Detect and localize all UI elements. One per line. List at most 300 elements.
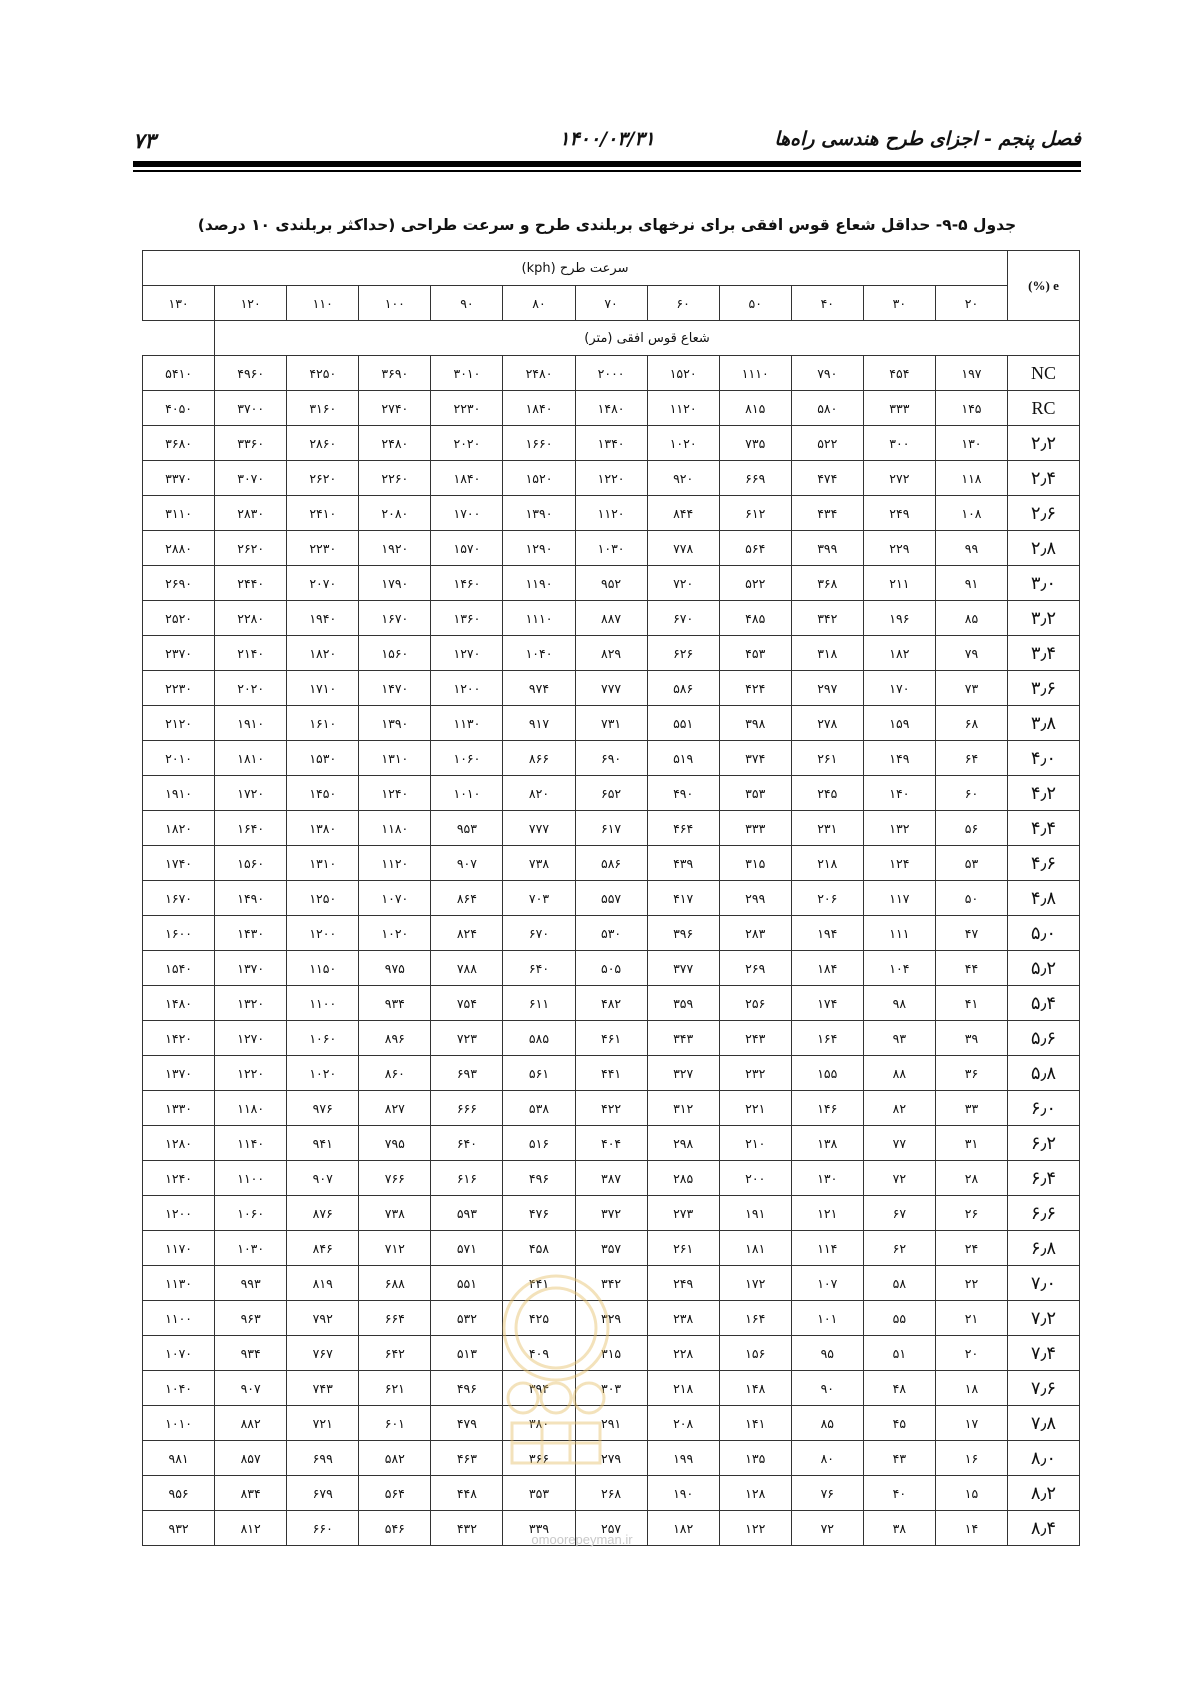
radius-cell: ۱۰۴۰ [143, 1371, 215, 1406]
radius-cell: ۵۵۱ [647, 706, 719, 741]
speed-header-cell: ۲۰ [935, 286, 1007, 321]
radius-cell: ۲۸۳ [719, 916, 791, 951]
speed-header-cell: ۱۰۰ [359, 286, 431, 321]
radius-cell: ۱۱۳۰ [143, 1266, 215, 1301]
table-row [143, 1021, 1080, 1056]
superelevation-cell: ۵٫۲ [1008, 951, 1080, 986]
radius-cell: ۱۳۱۰ [359, 741, 431, 776]
radius-cell: ۷۱۲ [359, 1231, 431, 1266]
radius-cell: ۲۱۲۰ [143, 706, 215, 741]
radius-cell: ۴۱۷ [647, 881, 719, 916]
superelevation-cell: ۷٫۴ [1008, 1336, 1080, 1371]
speed-header-cell: ۱۲۰ [215, 286, 287, 321]
radius-cell: ۷۵۴ [431, 986, 503, 1021]
radius-cell: ۹۵۲ [575, 566, 647, 601]
radius-cell: ۱۴ [935, 1511, 1007, 1546]
radius-cell: ۴۶۴ [647, 811, 719, 846]
radius-cell: ۱۸۲۰ [143, 811, 215, 846]
radius-cell: ۱۶۴ [791, 1021, 863, 1056]
radius-cell: ۶۱۶ [431, 1161, 503, 1196]
radius-cell: ۲۷۸ [791, 706, 863, 741]
radius-cell: ۴۸۲ [575, 986, 647, 1021]
radius-cell: ۱۱۸۰ [215, 1091, 287, 1126]
radius-cell: ۲۴۵ [791, 776, 863, 811]
radius-cell: ۱۰۷۰ [359, 881, 431, 916]
table-row [143, 601, 1080, 636]
radius-cell: ۱۸۲۰ [287, 636, 359, 671]
table-row [143, 1231, 1080, 1266]
radius-cell: ۴۲۵ [503, 1301, 575, 1336]
radius-cell: ۱۶۴ [719, 1301, 791, 1336]
radius-cell: ۷۲۰ [647, 566, 719, 601]
radius-cell: ۸۴۴ [647, 496, 719, 531]
radius-cell: ۱۱۷۰ [143, 1231, 215, 1266]
radius-cell: ۱۵۶ [719, 1336, 791, 1371]
radius-cell: ۲۲۳۰ [287, 531, 359, 566]
radius-cell: ۵۳۸ [503, 1091, 575, 1126]
radius-cell: ۲۰۲۰ [215, 671, 287, 706]
radius-cell: ۴۲۵۰ [287, 356, 359, 391]
radius-cell: ۶۷۹ [287, 1476, 359, 1511]
radius-cell: ۵۷۱ [431, 1231, 503, 1266]
radius-cell: ۳۶۶ [503, 1441, 575, 1476]
radius-cell: ۳۱ [935, 1126, 1007, 1161]
radius-cell: ۲۰ [935, 1336, 1007, 1371]
radius-cell: ۵۳ [935, 846, 1007, 881]
radius-cell: ۳۳ [935, 1091, 1007, 1126]
radius-cell: ۴۳۹ [647, 846, 719, 881]
speed-header-cell: ۸۰ [503, 286, 575, 321]
radius-cell: ۳۹۹ [791, 531, 863, 566]
radius-cell: ۲۶۹۰ [143, 566, 215, 601]
radius-cell: ۱۸۴۰ [503, 391, 575, 426]
radius-cell: ۳۶۹۰ [359, 356, 431, 391]
radius-cell: ۱۰۲۰ [647, 426, 719, 461]
table-row [143, 986, 1080, 1021]
radius-cell: ۹۱۷ [503, 706, 575, 741]
radius-cell: ۱۶۴۰ [215, 811, 287, 846]
radius-cell: ۹۵۶ [143, 1476, 215, 1511]
radius-cell: ۲۸ [935, 1161, 1007, 1196]
radius-cell: ۹۹ [935, 531, 1007, 566]
radius-cell: ۱۰۳۰ [575, 531, 647, 566]
radius-cell: ۱۱۵۰ [287, 951, 359, 986]
table-row [143, 916, 1080, 951]
table-row [143, 1091, 1080, 1126]
table-row [143, 1196, 1080, 1231]
speed-header-cell: ۱۱۰ [287, 286, 359, 321]
superelevation-cell: ۲٫۸ [1008, 531, 1080, 566]
radius-cell: ۸۵ [935, 601, 1007, 636]
radius-cell: ۲۰۱۰ [143, 741, 215, 776]
radius-cell: ۸۲۷ [359, 1091, 431, 1126]
radius-cell: ۲۲۶۰ [359, 461, 431, 496]
radius-cell: ۳۴۲ [791, 601, 863, 636]
radius-cell: ۴۰۴ [575, 1126, 647, 1161]
radius-cell: ۲۶ [935, 1196, 1007, 1231]
superelevation-cell: ۷٫۶ [1008, 1371, 1080, 1406]
radius-cell: ۱۳۷۰ [215, 951, 287, 986]
radius-cell: ۴۲۴ [719, 671, 791, 706]
radius-cell: ۲۳۸ [647, 1301, 719, 1336]
radius-cell: ۶۲ [863, 1231, 935, 1266]
radius-cell: ۴۵۳ [719, 636, 791, 671]
radius-cell: ۲۴۸۰ [359, 426, 431, 461]
radius-cell: ۳۶۸۰ [143, 426, 215, 461]
radius-cell: ۱۹۱۰ [215, 706, 287, 741]
speed-row [143, 286, 1080, 321]
radius-cell: ۳۹۴ [503, 1371, 575, 1406]
superelevation-cell: ۲٫۲ [1008, 426, 1080, 461]
radius-cell: ۵۳۰ [575, 916, 647, 951]
radius-cell: ۷۳۱ [575, 706, 647, 741]
radius-cell: ۴۵ [863, 1406, 935, 1441]
radius-cell: ۳۰۱۰ [431, 356, 503, 391]
radius-cell: ۵۵۷ [575, 881, 647, 916]
radius-cell: ۲۱۱ [863, 566, 935, 601]
radius-cell: ۹۳۲ [143, 1511, 215, 1546]
radius-cell: ۳۹۸ [719, 706, 791, 741]
radius-cell: ۲۰۰۰ [575, 356, 647, 391]
radius-cell: ۱۵۷۰ [431, 531, 503, 566]
radius-cell: ۸۶۴ [431, 881, 503, 916]
radius-cell: ۷۳۵ [719, 426, 791, 461]
radius-cell: ۱۳۲۰ [215, 986, 287, 1021]
radius-cell: ۱۳۳۰ [143, 1091, 215, 1126]
superelevation-cell: ۸٫۴ [1008, 1511, 1080, 1546]
radius-cell: ۱۶۱۰ [287, 706, 359, 741]
radius-cell: ۱۲۲۰ [575, 461, 647, 496]
radius-cell: ۱۰۷ [791, 1266, 863, 1301]
radius-cell: ۵۵۱ [431, 1266, 503, 1301]
radius-cell: ۶۷ [863, 1196, 935, 1231]
radius-cell: ۱۶ [935, 1441, 1007, 1476]
radius-cell: ۱۴۸۰ [143, 986, 215, 1021]
superelevation-cell: ۳٫۰ [1008, 566, 1080, 601]
radius-cell: ۵۸۲ [359, 1441, 431, 1476]
table-row [143, 811, 1080, 846]
radius-cell: ۲۱ [935, 1301, 1007, 1336]
radius-cell: ۲۰۷۰ [287, 566, 359, 601]
speed-header-cell: ۵۰ [719, 286, 791, 321]
radius-cell: ۸۲۹ [575, 636, 647, 671]
radius-cell: ۴۵۸ [503, 1231, 575, 1266]
radius-cell: ۱۱۷ [863, 881, 935, 916]
radius-cell: ۱۹۱ [719, 1196, 791, 1231]
radius-cell: ۴۴ [935, 951, 1007, 986]
radius-cell: ۹۷۵ [359, 951, 431, 986]
table-row [143, 356, 1080, 391]
radius-cell: ۴۰۹ [503, 1336, 575, 1371]
radius-cell: ۲۱۰ [719, 1126, 791, 1161]
radius-cell: ۷۷۷ [503, 811, 575, 846]
speed-header-cell: ۴۰ [791, 286, 863, 321]
radius-cell: ۷۴۳ [287, 1371, 359, 1406]
radius-cell: ۶۸ [935, 706, 1007, 741]
radius-cell: ۷۹۲ [287, 1301, 359, 1336]
table-row [143, 671, 1080, 706]
radius-cell: ۳۱۲ [647, 1091, 719, 1126]
radius-cell: ۲۴ [935, 1231, 1007, 1266]
table-row [143, 951, 1080, 986]
radius-cell: ۲۴۹ [863, 496, 935, 531]
radius-cell: ۱۳۰ [935, 426, 1007, 461]
radius-cell: ۴۷۹ [431, 1406, 503, 1441]
radius-cell: ۲۰۲۰ [431, 426, 503, 461]
superelevation-cell: ۶٫۲ [1008, 1126, 1080, 1161]
radius-cell: ۴۶۳ [431, 1441, 503, 1476]
speed-header-cell: ۱۳۰ [143, 286, 215, 321]
superelevation-cell: ۵٫۰ [1008, 916, 1080, 951]
radius-cell: ۸۸۷ [575, 601, 647, 636]
radius-cell: ۴۲۲ [575, 1091, 647, 1126]
radius-cell: ۴۹۰ [647, 776, 719, 811]
radius-cell: ۶۵۲ [575, 776, 647, 811]
radius-cell: ۹۲۰ [647, 461, 719, 496]
radius-cell: ۱۵۴۰ [143, 951, 215, 986]
radius-cell: ۳۵۳ [503, 1476, 575, 1511]
speed-header-cell: ۹۰ [431, 286, 503, 321]
radius-cell: ۴۷۴ [791, 461, 863, 496]
radius-cell: ۵۸۶ [647, 671, 719, 706]
radius-cell: ۱۴۱ [719, 1406, 791, 1441]
radius-cell: ۷۲۱ [287, 1406, 359, 1441]
radius-cell: ۱۸۲ [647, 1511, 719, 1546]
radius-cell: ۲۶۸ [575, 1476, 647, 1511]
radius-cell: ۳۲۷ [647, 1056, 719, 1091]
radius-cell: ۸۱۲ [215, 1511, 287, 1546]
table-row [143, 776, 1080, 811]
radius-cell: ۹۱ [935, 566, 1007, 601]
radius-cell: ۲۲۸ [647, 1336, 719, 1371]
radius-cell: ۱۰۱۰ [143, 1406, 215, 1441]
radius-cell: ۱۶۷۰ [359, 601, 431, 636]
radius-cell: ۳۱۶۰ [287, 391, 359, 426]
superelevation-cell: ۵٫۸ [1008, 1056, 1080, 1091]
radius-cell: ۱۷۴ [791, 986, 863, 1021]
radius-cell: ۱۳۷۰ [143, 1056, 215, 1091]
radius-cell: ۵۳۲ [431, 1301, 503, 1336]
radius-cell: ۱۳۸ [791, 1126, 863, 1161]
radius-group-row [143, 321, 1080, 356]
radius-cell: ۱۲۰۰ [431, 671, 503, 706]
radius-cell: ۲۴۳ [719, 1021, 791, 1056]
radius-cell: ۱۱۰۰ [143, 1301, 215, 1336]
radius-cell: ۱۳۹۰ [503, 496, 575, 531]
radius-cell: ۹۰۷ [287, 1161, 359, 1196]
radius-cell: ۱۳۰ [791, 1161, 863, 1196]
superelevation-cell: ۴٫۶ [1008, 846, 1080, 881]
radius-cell: ۷۲ [791, 1511, 863, 1546]
radius-cell: ۸۲۰ [503, 776, 575, 811]
radius-cell: ۶۲۶ [647, 636, 719, 671]
radius-cell: ۱۷۰ [863, 671, 935, 706]
radius-cell: ۱۲۲۰ [215, 1056, 287, 1091]
radius-cell: ۳۱۸ [791, 636, 863, 671]
radius-cell: ۶۹۳ [431, 1056, 503, 1091]
radius-cell: ۵۶۴ [359, 1476, 431, 1511]
table-row [143, 1126, 1080, 1161]
radius-cell: ۸۲۴ [431, 916, 503, 951]
radius-cell: ۸۴۶ [287, 1231, 359, 1266]
radius-cell: ۵۸۰ [791, 391, 863, 426]
radius-cell: ۱۷۲ [719, 1266, 791, 1301]
radius-cell: ۱۱۳۰ [431, 706, 503, 741]
radius-cell: ۳۷۲ [575, 1196, 647, 1231]
radius-cell: ۵۴۱۰ [143, 356, 215, 391]
radius-cell: ۴۹۶۰ [215, 356, 287, 391]
superelevation-cell: ۶٫۶ [1008, 1196, 1080, 1231]
radius-cell: ۸۶۰ [359, 1056, 431, 1091]
header-date: ۱۴۰۰/۰۳/۳۱ [559, 128, 655, 150]
radius-cell: ۲۷۲ [863, 461, 935, 496]
radius-cell: ۲۶۱ [647, 1231, 719, 1266]
radius-cell: ۶۷۰ [647, 601, 719, 636]
superelevation-cell: ۴٫۰ [1008, 741, 1080, 776]
table-row [143, 881, 1080, 916]
radius-cell: ۷۸۸ [431, 951, 503, 986]
radius-cell: ۶۶۰ [287, 1511, 359, 1546]
radius-cell: ۴۴۱ [575, 1056, 647, 1091]
radius-cell: ۲۳۱ [791, 811, 863, 846]
radius-cell: ۲۲۹ [863, 531, 935, 566]
radius-cell: ۲۱۴۰ [215, 636, 287, 671]
radius-cell: ۱۷ [935, 1406, 1007, 1441]
superelevation-cell: ۳٫۴ [1008, 636, 1080, 671]
radius-cell: ۴۳۴ [791, 496, 863, 531]
radius-cell: ۷۹۵ [359, 1126, 431, 1161]
radius-cell: ۹۰۷ [431, 846, 503, 881]
radius-cell: ۱۱۴ [791, 1231, 863, 1266]
radius-cell: ۳۰۰ [863, 426, 935, 461]
radius-cell: ۲۸۸۰ [143, 531, 215, 566]
radius-cell: ۱۳۹۰ [359, 706, 431, 741]
table-row [143, 636, 1080, 671]
radius-cell: ۵۰ [935, 881, 1007, 916]
table-row [143, 566, 1080, 601]
radius-cell: ۸۲ [863, 1091, 935, 1126]
radius-cell: ۴۶۱ [575, 1021, 647, 1056]
radius-cell: ۷۶۷ [287, 1336, 359, 1371]
radius-cell: ۲۹۱ [575, 1406, 647, 1441]
e-header: e (%) [1008, 251, 1080, 321]
radius-cell: ۲۲۳۰ [431, 391, 503, 426]
radius-cell: ۱۳۲ [863, 811, 935, 846]
radius-cell: ۶۶۶ [431, 1091, 503, 1126]
radius-cell: ۱۴۶ [791, 1091, 863, 1126]
radius-cell: ۱۴۵۰ [287, 776, 359, 811]
radius-cell: ۱۵ [935, 1476, 1007, 1511]
radius-cell: ۳۷۷ [647, 951, 719, 986]
radius-cell: ۱۰۷۰ [143, 1336, 215, 1371]
radius-cell: ۲۴۴۰ [215, 566, 287, 601]
radius-cell: ۲۰۸۰ [359, 496, 431, 531]
radius-cell: ۴۳ [863, 1441, 935, 1476]
radius-cell: ۱۹۱۰ [143, 776, 215, 811]
radius-cell: ۶۴ [935, 741, 1007, 776]
superelevation-cell: ۶٫۰ [1008, 1091, 1080, 1126]
radius-cell: ۲۶۲۰ [215, 531, 287, 566]
radius-cell: ۶۸۸ [359, 1266, 431, 1301]
radius-cell: ۷۷۷ [575, 671, 647, 706]
radius-group-header: شعاع قوس افقی (متر) [215, 321, 1080, 356]
radius-cell: ۱۷۰۰ [431, 496, 503, 531]
radius-cell: ۲۲۱ [719, 1091, 791, 1126]
radius-cell: ۲۵۷ [575, 1511, 647, 1546]
radius-cell: ۷۷ [863, 1126, 935, 1161]
radius-cell: ۳۷۰۰ [215, 391, 287, 426]
radius-cell: ۴۴۸ [431, 1476, 503, 1511]
radius-cell: ۶۷۰ [503, 916, 575, 951]
radius-cell: ۲۳۷۰ [143, 636, 215, 671]
superelevation-cell: ۴٫۴ [1008, 811, 1080, 846]
radius-cell: ۷۳۸ [359, 1196, 431, 1231]
radius-cell: ۲۸۶۰ [287, 426, 359, 461]
radius-cell: ۱۹۲۰ [359, 531, 431, 566]
radius-cell: ۳۲۹ [575, 1301, 647, 1336]
radius-cell: ۷۰۳ [503, 881, 575, 916]
radius-cell: ۱۵۲۰ [503, 461, 575, 496]
radius-cell: ۸۵۷ [215, 1441, 287, 1476]
table-row [143, 461, 1080, 496]
radius-cell: ۲۹۸ [647, 1126, 719, 1161]
radius-cell: ۱۸۱ [719, 1231, 791, 1266]
radius-cell: ۱۲۵۰ [287, 881, 359, 916]
table-row [143, 426, 1080, 461]
radius-cell: ۳۳۳ [719, 811, 791, 846]
superelevation-cell: ۴٫۸ [1008, 881, 1080, 916]
superelevation-cell: ۶٫۴ [1008, 1161, 1080, 1196]
radius-cell: ۴۰۵۰ [143, 391, 215, 426]
radius-cell: ۳۹ [935, 1021, 1007, 1056]
radius-cell: ۱۸۱۰ [215, 741, 287, 776]
radius-cell: ۹۴۱ [287, 1126, 359, 1161]
speed-header-cell: ۶۰ [647, 286, 719, 321]
radius-cell: ۷۶ [791, 1476, 863, 1511]
radius-cell: ۴۹۶ [503, 1161, 575, 1196]
radius-cell: ۶۱۷ [575, 811, 647, 846]
superelevation-cell: ۵٫۴ [1008, 986, 1080, 1021]
radius-cell: ۹۹۳ [215, 1266, 287, 1301]
table-row [143, 391, 1080, 426]
superelevation-cell: ۳٫۶ [1008, 671, 1080, 706]
radius-cell: ۶۹۰ [575, 741, 647, 776]
radius-cell: ۴۷ [935, 916, 1007, 951]
radius-cell: ۵۶۱ [503, 1056, 575, 1091]
radius-cell: ۳۱۱۰ [143, 496, 215, 531]
radius-cell: ۸۶۶ [503, 741, 575, 776]
radius-cell: ۸۱۵ [719, 391, 791, 426]
radius-cell: ۱۸ [935, 1371, 1007, 1406]
radius-cell: ۱۴۸ [719, 1371, 791, 1406]
radius-cell: ۱۴۵ [935, 391, 1007, 426]
radius-cell: ۲۰۶ [791, 881, 863, 916]
radius-cell: ۱۲۷۰ [215, 1021, 287, 1056]
radius-cell: ۱۰۱۰ [431, 776, 503, 811]
header-rule-thick [133, 161, 1081, 167]
radius-cell: ۶۶۹ [719, 461, 791, 496]
radius-cell: ۸۰ [791, 1441, 863, 1476]
radius-cell: ۲۹۹ [719, 881, 791, 916]
radius-cell: ۱۲۰۰ [287, 916, 359, 951]
radius-cell: ۱۹۴ [791, 916, 863, 951]
radius-cell: ۸۹۶ [359, 1021, 431, 1056]
radius-cell: ۵۲۲ [719, 566, 791, 601]
radius-cell: ۱۳۴۰ [575, 426, 647, 461]
radius-cell: ۶۹۹ [287, 1441, 359, 1476]
radius-cell: ۱۳۶۰ [431, 601, 503, 636]
radius-cell: ۱۱۰۰ [287, 986, 359, 1021]
